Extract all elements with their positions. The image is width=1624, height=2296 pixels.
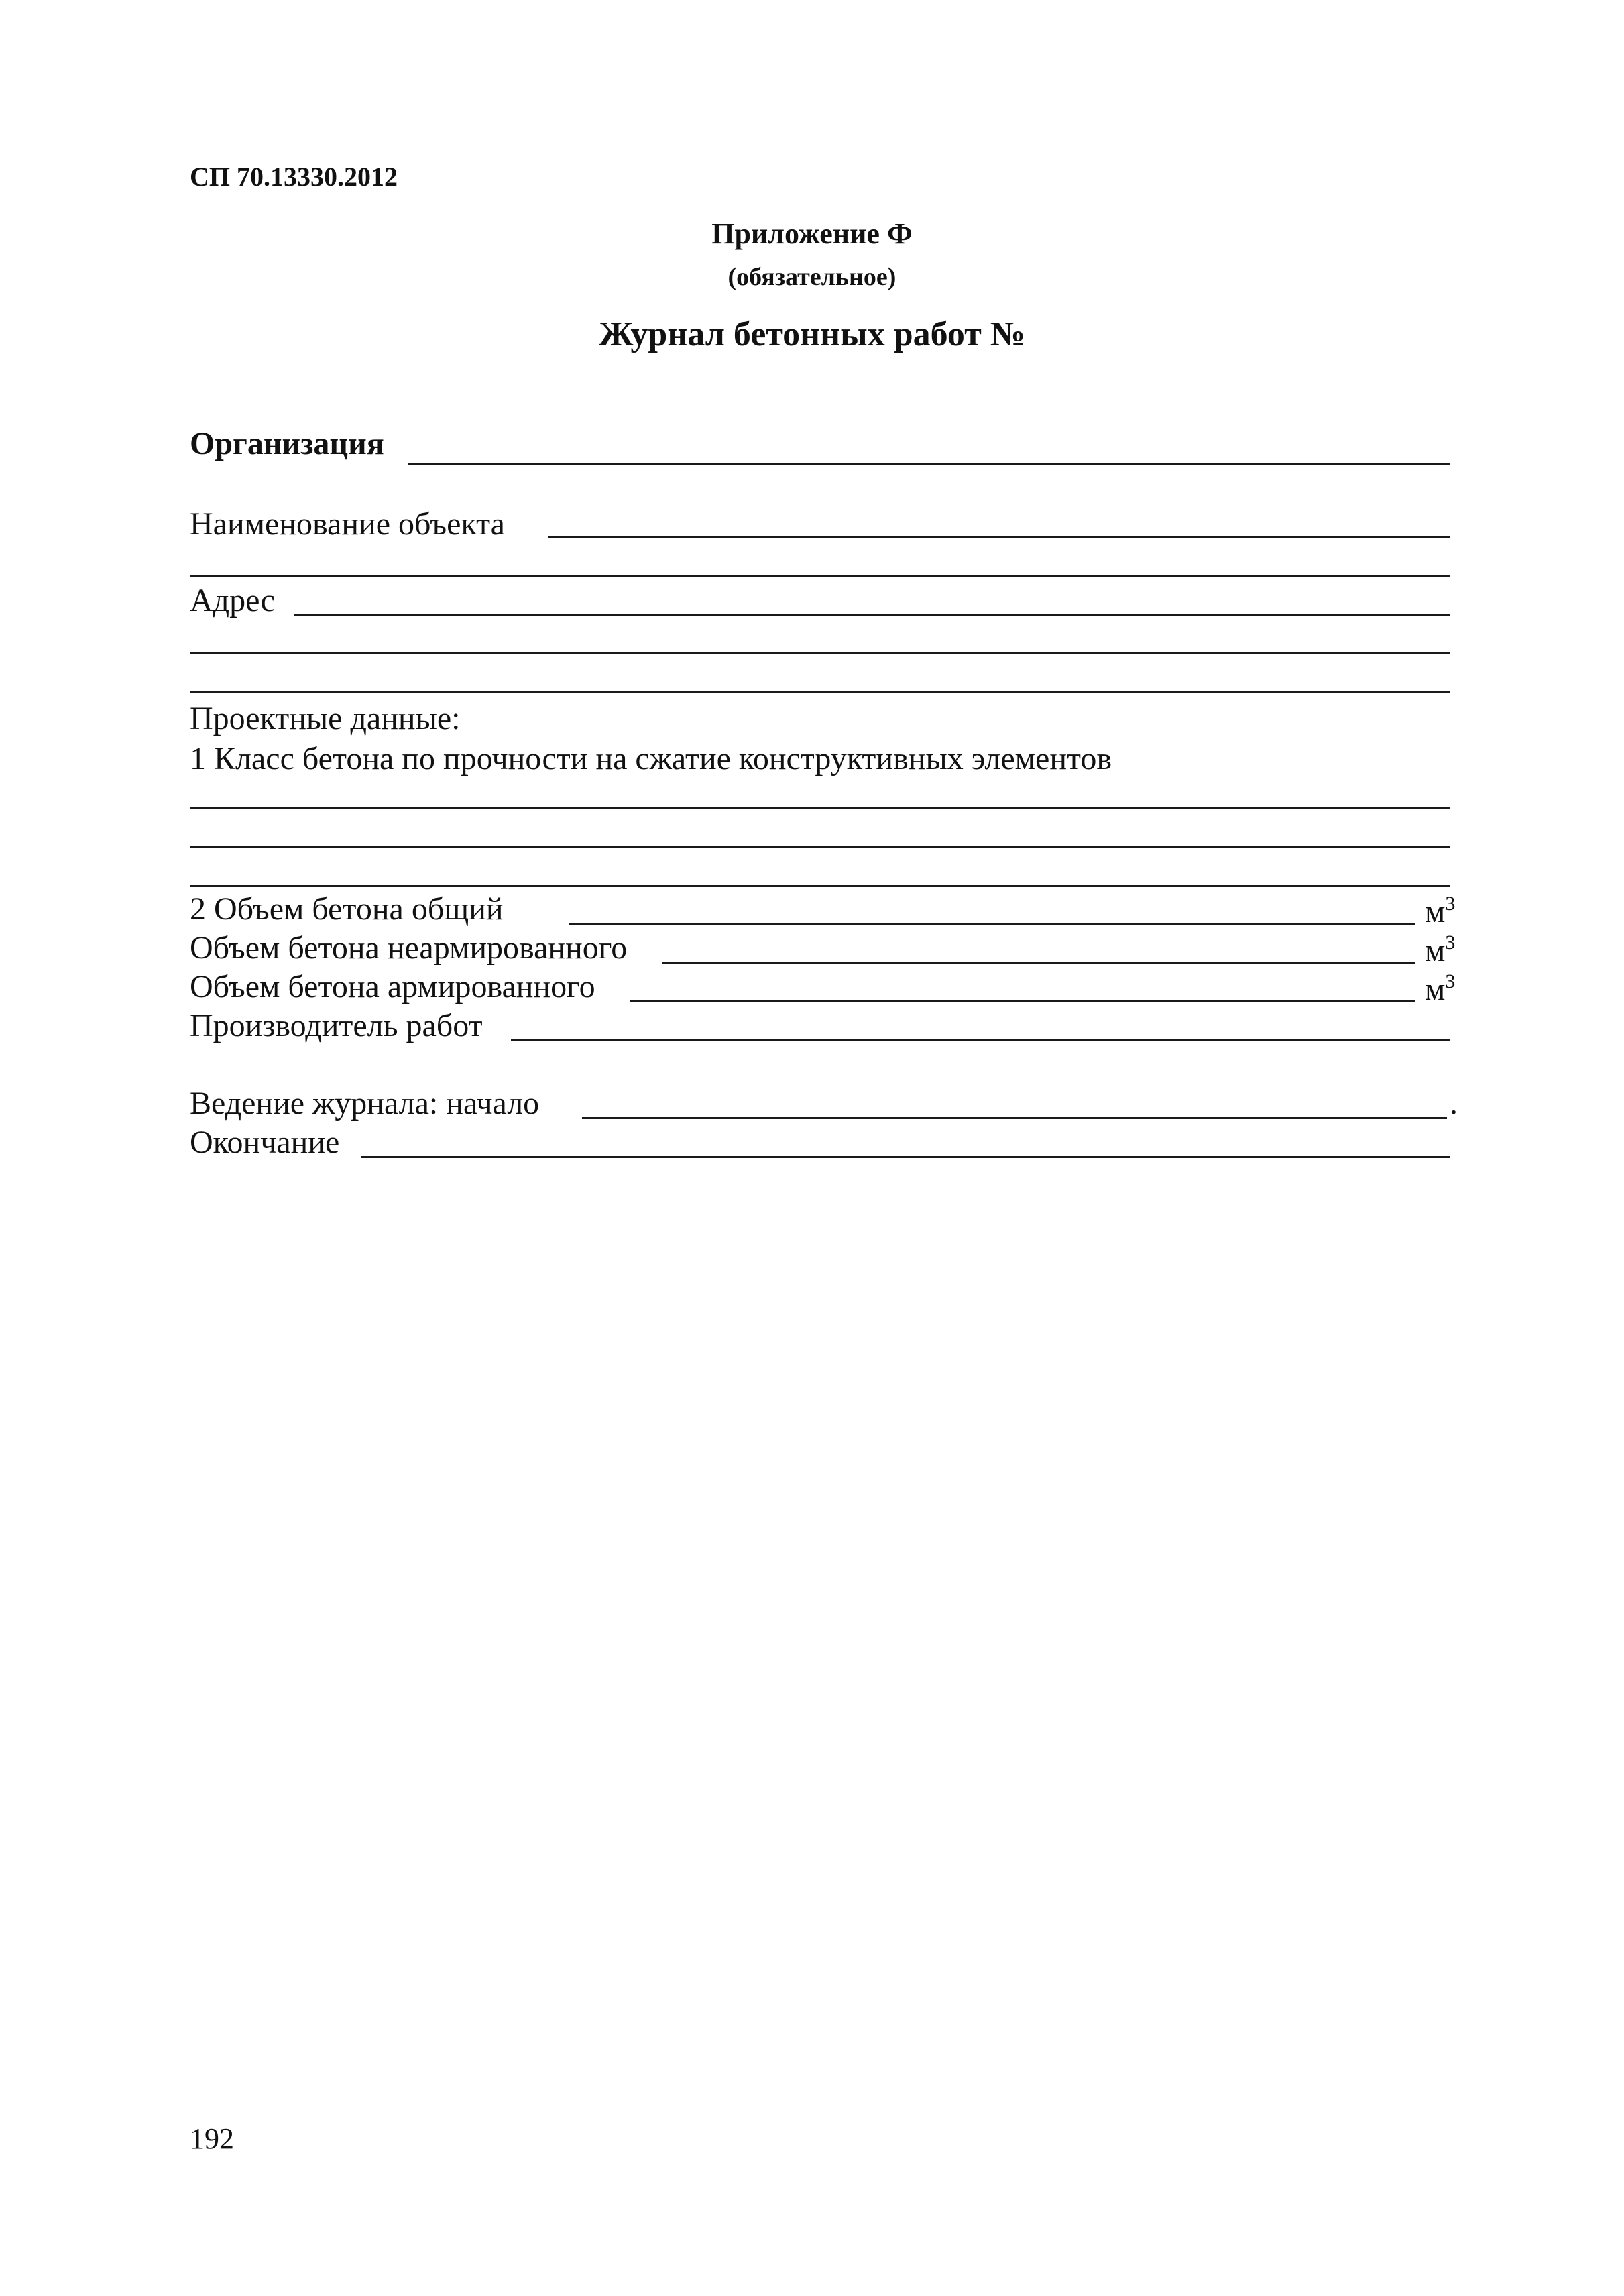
object-name-field[interactable] — [548, 536, 1450, 538]
volume-unreinforced-label: Объем бетона неармированного — [190, 930, 628, 966]
concrete-class-field[interactable] — [190, 807, 1450, 809]
volume-total-field[interactable] — [569, 923, 1415, 925]
concrete-class-field-line2[interactable] — [190, 846, 1450, 848]
volume-total-label: 2 Объем бетона общий — [190, 891, 504, 927]
design-data-label: Проектные данные: — [190, 701, 461, 736]
address-field[interactable] — [294, 614, 1450, 616]
volume-unreinforced-field[interactable] — [662, 962, 1415, 964]
works-manager-label: Производитель работ — [190, 1008, 483, 1043]
journal-start-label: Ведение журнала: начало — [190, 1086, 540, 1121]
object-name-label: Наименование объекта — [190, 506, 505, 542]
journal-start-period: . — [1450, 1086, 1458, 1121]
document-code: СП 70.13330.2012 — [190, 162, 398, 192]
concrete-class-field-line3[interactable] — [190, 885, 1450, 887]
address-field-line2[interactable] — [190, 652, 1450, 654]
object-name-field-line2[interactable] — [190, 575, 1450, 577]
volume-reinforced-unit: $м^3$ — [1425, 970, 1456, 1007]
works-manager-field[interactable] — [511, 1039, 1450, 1041]
volume-reinforced-field[interactable] — [630, 1000, 1415, 1002]
journal-start-field[interactable] — [582, 1117, 1447, 1119]
journal-title: Журнал бетонных работ № — [598, 315, 1026, 353]
page-number: 192 — [190, 2122, 234, 2155]
organization-label: Организация — [190, 426, 384, 461]
volume-total-unit: $м^3$ — [1425, 893, 1456, 929]
volume-unreinforced-unit: $м^3$ — [1425, 931, 1456, 968]
concrete-class-label: 1 Класс бетона по прочности на сжатие конструктивных элементов — [190, 741, 1112, 777]
appendix-title: Приложение Ф — [711, 217, 913, 250]
address-label: Адрес — [190, 583, 275, 618]
appendix-note: (обязательное) — [728, 263, 896, 291]
volume-reinforced-label: Объем бетона армированного — [190, 969, 595, 1005]
journal-end-label: Окончание — [190, 1125, 340, 1160]
address-field-line3[interactable] — [190, 691, 1450, 693]
journal-end-field[interactable] — [361, 1156, 1450, 1158]
organization-field[interactable] — [408, 463, 1450, 465]
